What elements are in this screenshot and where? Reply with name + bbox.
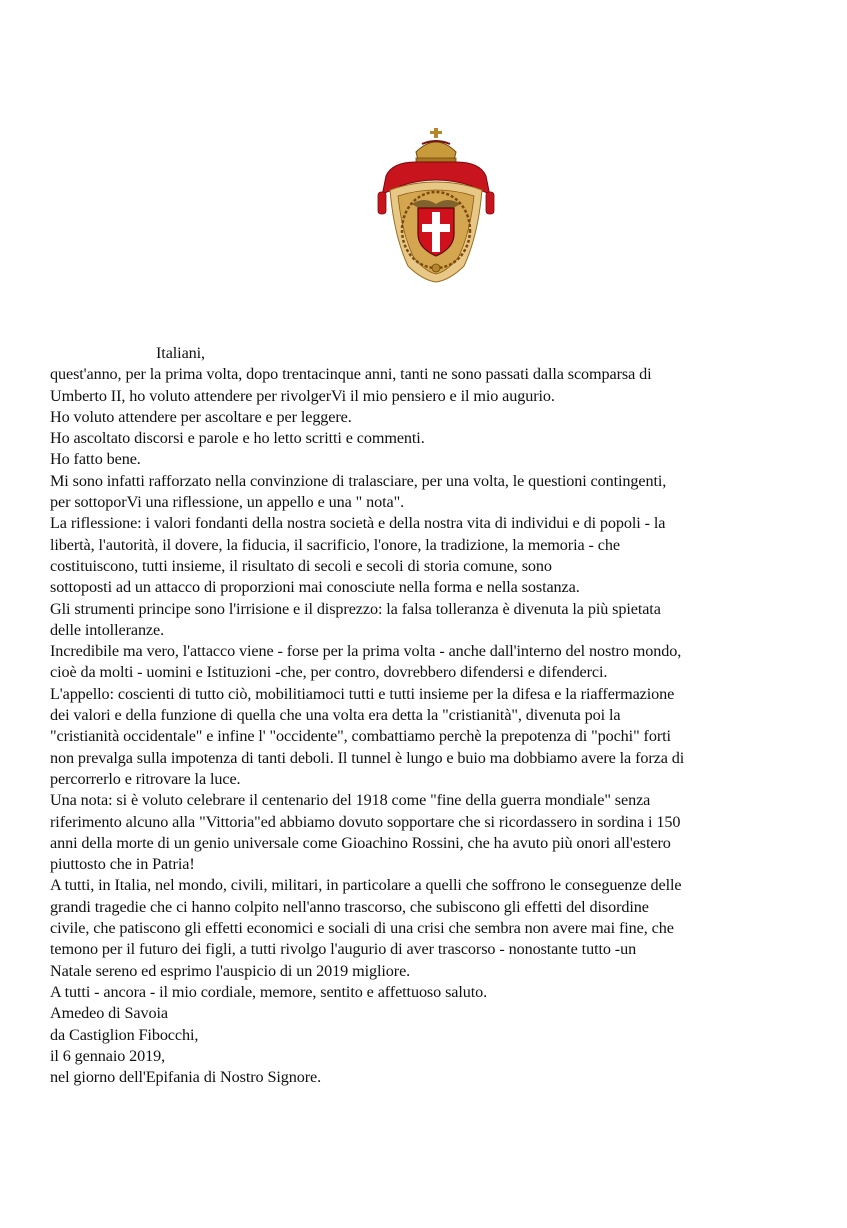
letter-line: Gli strumenti principe sono l'irrisione e il disprezzo: la falsa tolleranza è divenuta la più spietata [50,599,661,618]
letter-line: A tutti - ancora - il mio cordiale, memore, sentito e affettuoso saluto. [50,982,488,1001]
savoy-coat-of-arms-icon [372,126,500,286]
letter-line: Incredibile ma vero, l'attacco viene - forse per la prima volta - anche dall'interno del nostro mondo, [50,642,682,661]
letter-line: sottoposti ad un attacco di proporzioni mai conosciute nella forma e nella sostanza. [50,578,580,597]
letter-line: libertà, l'autorità, il dovere, la fiducia, il sacrificio, l'onore, la tradizione, la memoria - che [50,535,620,554]
letter-line: non prevalga sulla impotenza di tanti deboli. Il tunnel è lungo e buio ma dobbiamo avere la forza di [50,748,685,767]
letter-line: anni della morte di un genio universale come Gioachino Rossini, che ha avuto più onori all'estero [50,833,671,852]
letter-line: temono per il futuro dei figli, a tutti rivolgo l'augurio di aver trascorso - nonostante tutto -un [50,940,637,959]
letter-line: civile, che patiscono gli effetti economici e sociali di una crisi che sembra non avere mai fine, che [50,919,674,938]
letter-line: Mi sono infatti rafforzato nella convinzione di tralasciare, per una volta, le questioni contingenti, [50,471,667,490]
letter-line: Umberto II, ho voluto attendere per rivolgerVi il mio pensiero e il mio augurio. [50,386,555,405]
letter-line: riferimento alcuno alla "Vittoria"ed abbiamo dovuto sopportare che si ricordassero in sordina i 150 [50,812,681,831]
letter-line: "cristianità occidentale" e infine l' "occidente", combattiamo perchè la prepotenza di "pochi" forti [50,727,671,746]
letter-lines [50,364,830,1088]
letter-line: dei valori e della funzione di quella che una volta era detta la "cristianità", divenuta poi la [50,706,621,725]
letter-line: La riflessione: i valori fondanti della nostra società e della nostra vita di individui e di popoli - la [50,514,666,533]
letter-body [50,343,830,1088]
letter-line: quest'anno, per la prima volta, dopo trentacinque anni, tanti ne sono passati dalla scomparsa di [50,365,652,384]
letter-line: il 6 gennaio 2019, [50,1046,166,1065]
letter-line: per sottoporVi una riflessione, un appello e una " nota". [50,493,405,512]
letter-line: Ho fatto bene. [50,450,141,469]
letter-line: A tutti, in Italia, nel mondo, civili, militari, in particolare a quelli che soffrono le conseguenze delle [50,876,682,895]
letter-line: costituiscono, tutti insieme, il risultato di secoli e secoli di storia comune, sono [50,556,552,575]
letter-line: Ho ascoltato discorsi e parole e ho letto scritti e commenti. [50,429,425,448]
letter-line: grandi tragedie che ci hanno colpito nell'anno trascorso, che subiscono gli effetti del disordine [50,897,649,916]
letter-line: cioè da molti - uomini e Istituzioni -che, per contro, dovrebbero difendersi e difenderci. [50,663,608,682]
salutation: Italiani, [156,344,205,362]
letter-line: L'appello: coscienti di tutto ciò, mobilitiamoci tutti e tutti insieme per la difesa e la riaffermazione [50,684,675,703]
letter-line: delle intolleranze. [50,620,165,639]
letter-line: Ho voluto attendere per ascoltare e per leggere. [50,407,352,426]
letter-line: percorrerlo e ritrovare la luce. [50,769,241,788]
letter-line: nel giorno dell'Epifania di Nostro Signore. [50,1068,322,1087]
letter-line: Una nota: si è voluto celebrare il centenario del 1918 come "fine della guerra mondiale" senza [50,791,651,810]
letter-line: Natale sereno ed esprimo l'auspicio di un 2019 migliore. [50,961,411,980]
letter-line: da Castiglion Fibocchi, [50,1025,199,1044]
letter-line: Amedeo di Savoia [50,1004,168,1023]
letter-line: piuttosto che in Patria! [50,855,195,874]
